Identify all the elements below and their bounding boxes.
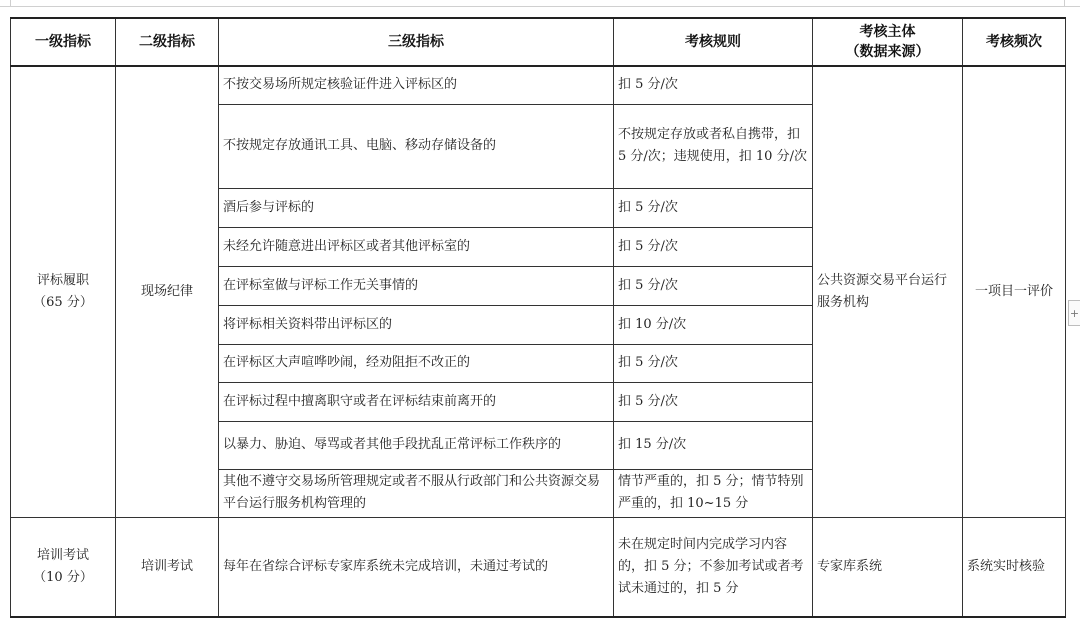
indicator-cell: 未经允许随意进出评标区或者其他评标室的 — [219, 227, 614, 266]
rule-cell: 未在规定时间内完成学习内容的，扣 5 分；不参加考试或者考试未通过的，扣 5 分 — [614, 517, 813, 617]
level1-cell — [11, 517, 116, 617]
rule-cell: 扣 5 分/次 — [614, 66, 813, 104]
header-level2: 二级指标 — [116, 18, 219, 66]
rule-cell: 扣 10 分/次 — [614, 305, 813, 344]
rule-cell: 扣 5 分/次 — [614, 344, 813, 382]
indicator-cell: 每年在省综合评标专家库系统未完成培训，未通过考试的 — [219, 517, 614, 617]
header-subject — [813, 18, 963, 66]
rule-cell: 扣 5 分/次 — [614, 266, 813, 305]
indicator-cell: 在评标过程中擅离职守或者在评标结束前离开的 — [219, 382, 614, 421]
frequency-cell: 系统实时核验 — [963, 517, 1066, 617]
header-subject-line1: 考核主体 — [859, 24, 916, 40]
ruler-tick — [1064, 0, 1065, 6]
rule-cell: 扣 5 分/次 — [614, 382, 813, 421]
indicator-cell: 酒后参与评标的 — [219, 188, 614, 227]
header-level3: 三级指标 — [219, 18, 614, 66]
table-row — [11, 66, 1066, 104]
ruler-tick — [10, 0, 11, 6]
subject-cell: 专家库系统 — [813, 517, 963, 617]
indicator-cell: 不按规定存放通讯工具、电脑、移动存储设备的 — [219, 104, 614, 188]
rule-cell: 情节严重的，扣 5 分；情节特别严重的，扣 10~15 分 — [614, 469, 813, 517]
level1-name: 培训考试 — [36, 547, 89, 563]
header-subject-line2: （数据来源） — [845, 44, 930, 60]
rule-cell: 不按规定存放或者私自携带，扣 5 分/次；违规使用，扣 10 分/次 — [614, 104, 813, 188]
ruler-strip — [0, 0, 1080, 7]
subject-cell: 公共资源交易平台运行服务机构 — [813, 66, 963, 517]
frequency-cell: 一项目一评价 — [963, 66, 1066, 517]
table-resize-handle[interactable]: + — [1068, 300, 1080, 326]
header-frequency: 考核频次 — [963, 18, 1066, 66]
table-row — [11, 517, 1066, 617]
indicator-cell: 在评标室做与评标工作无关事情的 — [219, 266, 614, 305]
table-header-row — [11, 18, 1066, 66]
indicator-cell: 在评标区大声喧哗吵闹，经劝阻拒不改正的 — [219, 344, 614, 382]
level2-cell: 培训考试 — [116, 517, 219, 617]
evaluation-criteria-table — [10, 17, 1066, 618]
rule-cell: 扣 5 分/次 — [614, 227, 813, 266]
level2-cell: 现场纪律 — [116, 66, 219, 517]
level1-score: （10 分） — [33, 569, 93, 585]
header-rule: 考核规则 — [614, 18, 813, 66]
level1-cell — [11, 66, 116, 517]
indicator-cell: 将评标相关资料带出评标区的 — [219, 305, 614, 344]
level1-name: 评标履职 — [36, 272, 89, 288]
indicator-cell: 不按交易场所规定核验证件进入评标区的 — [219, 66, 614, 104]
header-level1: 一级指标 — [11, 18, 116, 66]
rule-cell: 扣 5 分/次 — [614, 188, 813, 227]
level1-score: （65 分） — [33, 294, 93, 310]
indicator-cell: 以暴力、胁迫、辱骂或者其他手段扰乱正常评标工作秩序的 — [219, 421, 614, 469]
indicator-cell: 其他不遵守交易场所管理规定或者不服从行政部门和公共资源交易平台运行服务机构管理的 — [219, 469, 614, 517]
rule-cell: 扣 15 分/次 — [614, 421, 813, 469]
